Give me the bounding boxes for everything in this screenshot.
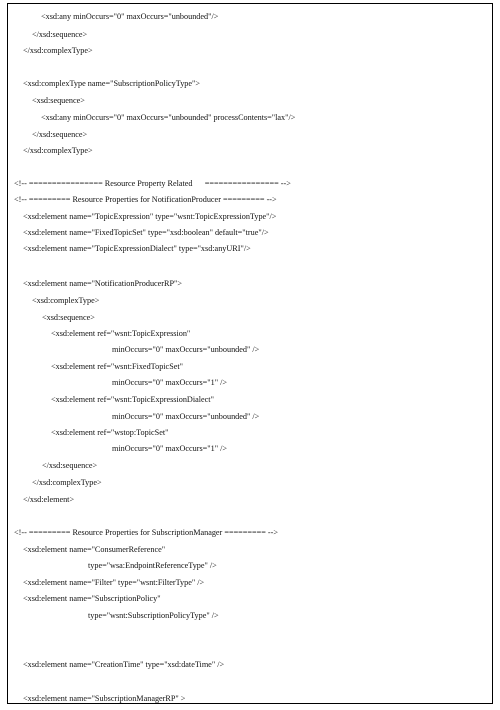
code-line: <xsd:element name="SubscriptionPolicy": [23, 594, 161, 603]
code-comment: <!-- ========= Resource Properties for NotificationProducer ========= -->: [14, 195, 277, 204]
code-line: </xsd:complexType>: [32, 478, 102, 487]
code-line: <xsd:element ref="wstop:TopicSet": [51, 428, 169, 437]
code-line: minOccurs="0" maxOccurs="1" />: [112, 444, 227, 453]
code-line: <xsd:element name="ConsumerReference": [23, 545, 166, 554]
code-line: minOccurs="0" maxOccurs="unbounded" />: [112, 412, 260, 421]
code-line: <xsd:element name="TopicExpression" type="wsnt:TopicExpressionType"/>: [23, 212, 277, 221]
code-line: <xsd:element ref="wsnt:FixedTopicSet": [51, 362, 183, 371]
code-line: minOccurs="0" maxOccurs="unbounded" />: [112, 345, 260, 354]
code-line: <xsd:complexType name="SubscriptionPolicyType">: [23, 79, 200, 88]
code-line: <xsd:sequence>: [32, 96, 85, 105]
code-listing-frame: [7, 3, 493, 704]
code-line: type="wsnt:SubscriptionPolicyType" />: [88, 611, 219, 620]
code-line: <xsd:any minOccurs="0" maxOccurs="unbounded"/>: [41, 12, 219, 21]
code-line: </xsd:sequence>: [32, 30, 88, 39]
code-line: <xsd:element name="TopicExpressionDialect" type="xsd:anyURI"/>: [23, 244, 251, 253]
code-line: <xsd:element name="SubscriptionManagerRP" >: [23, 694, 186, 703]
code-line: <xsd:element name="NotificationProducerRP">: [23, 279, 183, 288]
code-line: type="wsa:EndpointReferenceType" />: [88, 561, 217, 570]
code-line: <xsd:any minOccurs="0" maxOccurs="unbounded" processContents="lax"/>: [41, 113, 296, 122]
code-line: <xsd:element name="CreationTime" type="xsd:dateTime" />: [23, 660, 225, 669]
code-line: <xsd:element ref="wsnt:TopicExpressionDialect": [51, 395, 214, 404]
code-comment: <!-- ================ Resource Property Related ================ -->: [14, 179, 291, 188]
code-line: </xsd:element>: [23, 495, 75, 504]
code-line: </xsd:sequence>: [42, 461, 98, 470]
code-line: <xsd:element ref="wsnt:TopicExpression": [51, 329, 191, 338]
code-line: minOccurs="0" maxOccurs="1" />: [112, 378, 227, 387]
code-line: </xsd:sequence>: [32, 130, 88, 139]
code-line: </xsd:complexType>: [23, 146, 93, 155]
code-line: <xsd:sequence>: [42, 313, 95, 322]
code-line: <xsd:element name="Filter" type="wsnt:FilterType" />: [23, 578, 205, 587]
code-line: <xsd:element name="FixedTopicSet" type="xsd:boolean" default="true"/>: [23, 228, 269, 237]
code-comment: <!-- ========= Resource Properties for SubscriptionManager ========= -->: [14, 528, 279, 537]
code-line: <xsd:complexType>: [32, 296, 100, 305]
code-line: </xsd:complexType>: [23, 46, 93, 55]
